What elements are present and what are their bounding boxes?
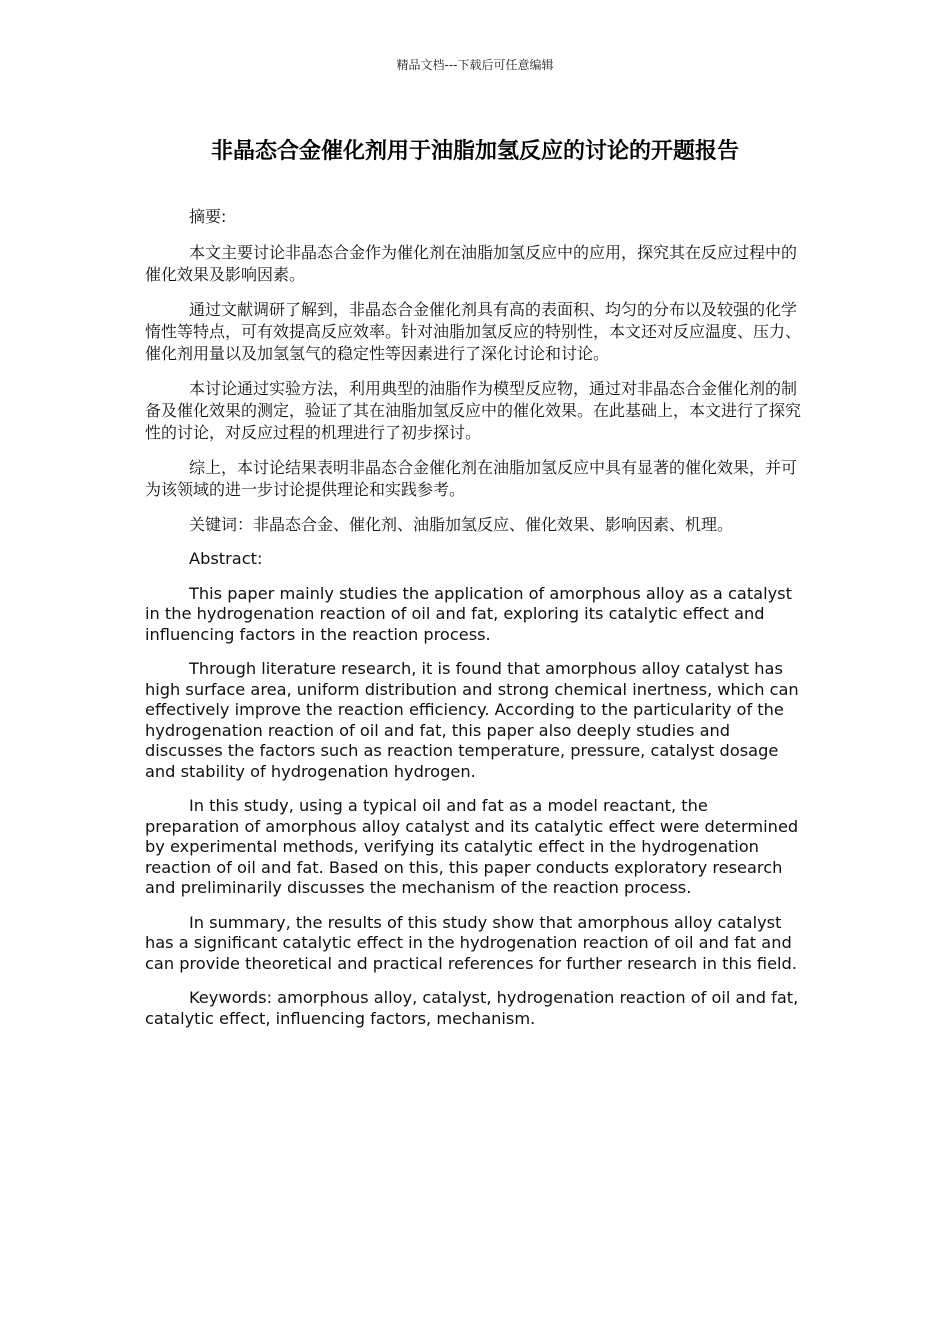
abstract-cn-label: 摘要:: [189, 207, 227, 226]
abstract-en-paragraph: In summary, the results of this study show that amorphous alloy catalyst has a significant catalytic effect in the hydrogenation reaction of oil and fat and can provide theoretical and practical references for further research in this field.: [145, 912, 797, 973]
document-body: [145, 206, 807, 1043]
keywords-cn: 关键词：非晶态合金、催化剂、油脂加氢反应、催化效果、影响因素、机理。: [189, 515, 734, 534]
abstract-cn-paragraph: 本文主要讨论非晶态合金作为催化剂在油脂加氢反应中的应用，探究其在反应过程中的催化效果及影响因素。: [145, 243, 798, 284]
abstract-cn-paragraph: 本讨论通过实验方法，利用典型的油脂作为模型反应物，通过对非晶态合金催化剂的制备及催化效果的测定，验证了其在油脂加氢反应中的催化效果。在此基础上，本文进行了探究性的讨论，对反应过程的机理进行了初步探讨。: [145, 379, 802, 442]
abstract-en-paragraph: In this study, using a typical oil and fat as a model reactant, the preparation of amorphous alloy catalyst and its catalytic effect were determined by experimental methods, verifying its catalytic effect in the hydrogenation reaction of oil and fat. Based on this, this paper conducts exploratory research and preliminarily discusses the mechanism of the reaction process.: [145, 796, 799, 897]
page-header-watermark: 精品文档---下载后可任意编辑: [396, 58, 554, 72]
abstract-en-paragraph: Through literature research, it is found that amorphous alloy catalyst has high surface area, uniform distribution and strong chemical inertness, which can effectively improve the reaction efficiency. According to the particularity of the hydrogenation reaction of oil and fat, this paper also deeply studies and discusses the factors such as reaction temperature, pressure, catalyst dosage and stability of hydrogenation hydrogen.: [145, 659, 799, 781]
abstract-en-label: Abstract:: [189, 549, 263, 568]
abstract-en-paragraph: This paper mainly studies the application of amorphous alloy as a catalyst in the hydrogenation reaction of oil and fat, exploring its catalytic effect and influencing factors in the reaction process.: [145, 583, 792, 644]
abstract-cn-paragraph: 综上，本讨论结果表明非晶态合金催化剂在油脂加氢反应中具有显著的催化效果，并可为该领域的进一步讨论提供理论和实践参考。: [145, 458, 798, 499]
abstract-cn-paragraph: 通过文献调研了解到，非晶态合金催化剂具有高的表面积、均匀的分布以及较强的化学惰性等特点，可有效提高反应效率。针对油脂加氢反应的特别性，本文还对反应温度、压力、催化剂用量以及加氢氢气的稳定性等因素进行了深化讨论和讨论。: [145, 300, 802, 363]
document-title: 非晶态合金催化剂用于油脂加氢反应的讨论的开题报告: [210, 139, 739, 164]
keywords-en: Keywords: amorphous alloy, catalyst, hydrogenation reaction of oil and fat, catalytic effect, influencing factors, mechanism.: [145, 988, 799, 1028]
